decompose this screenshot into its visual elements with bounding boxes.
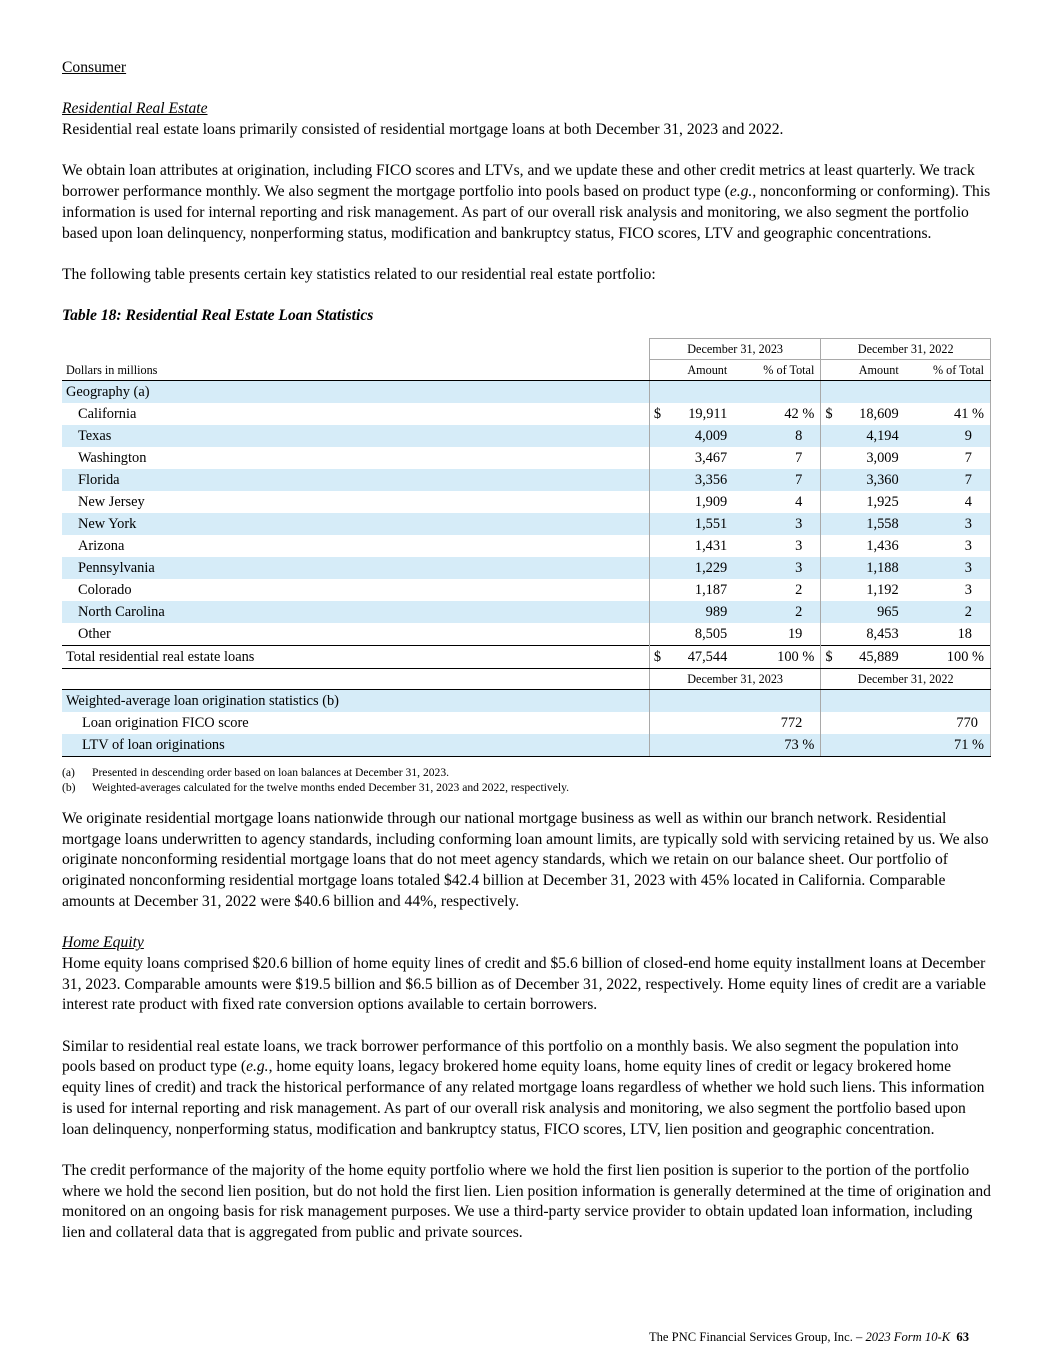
text-span-italic: e.g. — [246, 1058, 269, 1076]
table-row — [62, 623, 991, 646]
pct-2022 — [905, 623, 991, 646]
value: 45,889 — [859, 649, 899, 666]
value: 3 — [795, 560, 803, 577]
value: 8 — [795, 428, 803, 445]
state-name: Other — [78, 626, 111, 643]
value: 100 — [777, 649, 799, 666]
fico-row — [62, 712, 991, 734]
state-name: California — [78, 406, 137, 423]
pct-2022 — [905, 601, 991, 623]
fico-label: Loan origination FICO score — [82, 715, 249, 732]
table-date-header — [62, 339, 991, 360]
total-pct-2022 — [905, 646, 991, 669]
value: 47,544 — [687, 649, 728, 666]
section-heading: Consumer — [62, 59, 127, 76]
page-footer — [649, 1327, 969, 1348]
value: 8,505 — [694, 626, 728, 643]
wa-date-header — [62, 669, 991, 690]
home-equity-paragraph-1: Home equity loans comprised $20.6 billion of home equity lines of credit and $5.6 billion of closed-end home equity installment loans at December 31, 2023. Comparable amounts were $19.5 billion and $6.5 billion as of December 31, 2022, respectively. Home equity lines of credit are a variable interest rate product with fixed rate conversion options available to certain borrowers. — [62, 954, 986, 1014]
pct-2023 — [733, 403, 821, 425]
home-equity-paragraph-3: The credit performance of the majority of the home equity portfolio where we hold the first lien position is superior to the portion of the portfolio where we hold the second lien position, but do not hold the first lien. Lien position information is generally determined at the time of origination and monitored on an ongoing basis for risk management purposes. We use a third-party service provider to obtain updated loan information, including lien and collateral data that is aggregated from public and private sources. — [62, 1161, 991, 1242]
footnote-mark: (b) — [62, 781, 76, 795]
table-row — [62, 513, 991, 535]
value: 9 — [964, 428, 972, 445]
value: 1,192 — [866, 582, 899, 599]
text-span-italic: e.g. — [729, 183, 753, 201]
pct-2023 — [733, 469, 821, 491]
geography-label: Geography (a) — [62, 381, 649, 404]
value: 989 — [705, 604, 728, 621]
amount-2023 — [649, 491, 733, 513]
value: 7 — [964, 450, 972, 467]
fico-2023: 772 — [649, 712, 820, 734]
footnote-mark: (a) — [62, 766, 75, 780]
date-header-2023: December 31, 2023 — [649, 339, 820, 360]
value: 3 — [964, 516, 972, 533]
currency-symbol: $ — [653, 649, 662, 666]
amount-2022 — [821, 425, 905, 447]
value: 4,194 — [866, 428, 899, 445]
ltv-2023 — [649, 734, 820, 757]
wa-label-row — [62, 690, 991, 713]
amount-2023 — [649, 447, 733, 469]
table-row — [62, 557, 991, 579]
text-span: , nonconforming or conforming). This information is used for internal reporting and risk management. As part of our overall risk analysis and monitoring, we also segment the portfolio based upon loan delinquency, nonperforming status, modification and bankruptcy status, FICO scores, LTV and geographic concentrations. — [62, 183, 991, 242]
table-footnotes — [62, 765, 992, 795]
units-label: Dollars in millions — [62, 360, 649, 381]
page-number: 63 — [956, 1330, 969, 1344]
value: 18,609 — [859, 406, 899, 423]
home-equity-heading: Home Equity — [62, 934, 144, 952]
total-amount-2023 — [649, 646, 733, 669]
table-row — [62, 447, 991, 469]
document-page — [62, 58, 992, 1244]
pct-2022 — [905, 491, 991, 513]
pct-2023 — [733, 601, 821, 623]
value: 3 — [964, 560, 972, 577]
residential-paragraph-1: Residential real estate loans primarily consisted of residential mortgage loans at both December 31, 2023 and 2022. — [62, 121, 784, 139]
total-pct-2023 — [733, 646, 821, 669]
total-label: Total residential real estate loans — [62, 646, 649, 669]
table-row — [62, 601, 991, 623]
table-column-header — [62, 360, 991, 381]
residential-paragraph-2 — [62, 161, 992, 244]
value: 3,009 — [866, 450, 899, 467]
ltv-row — [62, 734, 991, 757]
value: 1,925 — [866, 494, 899, 511]
date-header-2022: December 31, 2022 — [821, 339, 991, 360]
state-name: New Jersey — [78, 494, 145, 511]
geography-row — [62, 381, 991, 404]
footnote-text: Presented in descending order based on loan balances at December 31, 2023. — [92, 766, 450, 780]
value: 1,431 — [694, 538, 728, 555]
value: 3,360 — [866, 472, 899, 489]
pct-symbol: % — [802, 649, 815, 666]
text-span: Similar to residential real estate loans, we track borrower performance of this portfolio on a monthly basis. We also segment the population into pools based on product type ( — [62, 1037, 959, 1076]
residential-paragraph-3: The following table presents certain key statistics related to our residential real estate portfolio: — [62, 265, 656, 283]
col-amount-2023: Amount — [649, 360, 733, 381]
table-row — [62, 535, 991, 557]
amount-2022 — [821, 579, 905, 601]
pct-2023 — [733, 579, 821, 601]
amount-2022 — [821, 469, 905, 491]
col-pct-2023: % of Total — [733, 360, 821, 381]
value: 4 — [795, 494, 803, 511]
value: 41 — [954, 406, 969, 423]
wa-label: Weighted-average loan origination statistics (b) — [62, 690, 649, 713]
pct-2022 — [905, 469, 991, 491]
value: 1,436 — [866, 538, 899, 555]
pct-symbol: % — [972, 649, 984, 666]
amount-2023 — [649, 601, 733, 623]
pct-2022 — [905, 557, 991, 579]
ltv-label: LTV of loan originations — [62, 734, 649, 757]
pct-2023 — [733, 535, 821, 557]
table-row — [62, 491, 991, 513]
state-name: Texas — [62, 425, 649, 447]
value: 18 — [957, 626, 972, 643]
pct-2022 — [905, 425, 991, 447]
geography-rows — [62, 403, 991, 646]
value: 4 — [964, 494, 972, 511]
ltv-2022 — [821, 734, 991, 757]
value: 1,909 — [694, 494, 728, 511]
value: 7 — [964, 472, 972, 489]
total-amount-2022 — [821, 646, 905, 669]
value: 1,229 — [694, 560, 728, 577]
value: 19 — [787, 626, 803, 643]
value: 7 — [795, 450, 803, 467]
amount-2022 — [821, 557, 905, 579]
value: 3 — [964, 582, 972, 599]
state-name: Washington — [78, 450, 147, 467]
wa-date-2023: December 31, 2023 — [649, 669, 820, 690]
footer-company: The PNC Financial Services Group, Inc. – — [648, 1330, 866, 1344]
amount-2022 — [821, 403, 905, 425]
total-row — [62, 646, 991, 669]
pct-2023 — [733, 425, 821, 447]
home-equity-paragraph-2 — [62, 1037, 992, 1141]
pct-symbol: % — [972, 737, 984, 754]
state-name: North Carolina — [62, 601, 649, 623]
value: 3 — [964, 538, 972, 555]
amount-2023 — [649, 425, 733, 447]
amount-2022 — [821, 535, 905, 557]
footnote-text: Weighted-averages calculated for the twelve months ended December 31, 2023 and 2022, respectively. — [92, 781, 570, 795]
pct-2022 — [905, 535, 991, 557]
pct-symbol: % — [802, 737, 815, 754]
value: 1,551 — [694, 516, 728, 533]
value: 71 — [954, 737, 969, 754]
pct-2022 — [905, 447, 991, 469]
value: 42 — [784, 406, 799, 423]
amount-2022 — [821, 623, 905, 646]
pct-2022 — [905, 403, 991, 425]
amount-2022 — [821, 491, 905, 513]
value: 73 — [784, 737, 799, 754]
value: 2 — [795, 582, 803, 599]
currency-symbol: $ — [653, 406, 662, 423]
value: 7 — [795, 472, 803, 489]
value: 100 — [946, 649, 969, 666]
amount-2023 — [649, 513, 733, 535]
value: 3 — [795, 516, 803, 533]
state-name: Arizona — [78, 538, 125, 555]
value: 965 — [877, 604, 899, 621]
currency-symbol: $ — [825, 649, 833, 666]
amount-2023 — [649, 403, 733, 425]
amount-2022 — [821, 601, 905, 623]
table-row — [62, 579, 991, 601]
footnote-b — [62, 780, 992, 795]
wa-date-2022: December 31, 2022 — [821, 669, 991, 690]
footnote-a — [62, 765, 992, 780]
value: 1,558 — [866, 516, 899, 533]
value: 3,467 — [694, 450, 728, 467]
pct-symbol: % — [972, 406, 984, 423]
amount-2022 — [821, 447, 905, 469]
value: 1,187 — [694, 582, 728, 599]
pct-2023 — [733, 513, 821, 535]
text-span: , home equity loans, legacy brokered home equity loans, home equity lines of credit or legacy brokered home equity lines of credit) and track the historical performance of any related mortgage loans regardless of whether we hold such liens. This information is used for internal reporting and risk management. As part of our overall risk analysis and monitoring, we also segment the portfolio based upon loan delinquency, nonperforming status, modification and bankruptcy status, FICO scores, LTV, lien position and geographic concentration. — [62, 1058, 985, 1138]
value: 2 — [795, 604, 803, 621]
value: 8,453 — [866, 626, 899, 643]
pct-symbol: % — [802, 406, 815, 423]
pct-2023 — [733, 491, 821, 513]
table-title: Table 18: Residential Real Estate Loan Statistics — [62, 307, 374, 325]
state-name: Pennsylvania — [62, 557, 649, 579]
fico-2022: 770 — [821, 712, 991, 734]
table-row — [62, 403, 991, 425]
value: 19,911 — [688, 406, 728, 423]
value: 1,188 — [866, 560, 899, 577]
table-row — [62, 469, 991, 491]
amount-2023 — [649, 535, 733, 557]
pct-2022 — [905, 579, 991, 601]
col-pct-2022: % of Total — [905, 360, 991, 381]
pct-2023 — [733, 557, 821, 579]
pct-2023 — [733, 623, 821, 646]
value: 3 — [795, 538, 803, 555]
value: 4,009 — [694, 428, 728, 445]
residential-heading: Residential Real Estate — [62, 100, 208, 118]
amount-2023 — [649, 579, 733, 601]
loan-statistics-table — [62, 338, 991, 757]
pct-2023 — [733, 447, 821, 469]
value: 3,356 — [694, 472, 728, 489]
col-amount-2022: Amount — [821, 360, 905, 381]
currency-symbol: $ — [825, 406, 833, 423]
amount-2022 — [821, 513, 905, 535]
table-row — [62, 425, 991, 447]
amount-2023 — [649, 469, 733, 491]
amount-2023 — [649, 623, 733, 646]
pct-2022 — [905, 513, 991, 535]
value: 2 — [964, 604, 972, 621]
footer-form: 2023 Form 10-K — [865, 1330, 951, 1344]
state-name: New York — [62, 513, 649, 535]
text-span: We obtain loan attributes at origination, including FICO scores and LTVs, and we update these and other credit metrics at least quarterly. We track borrower performance monthly. We also segment the mortgage portfolio into pools based on product type ( — [62, 162, 975, 201]
state-name: Florida — [62, 469, 649, 491]
amount-2023 — [649, 557, 733, 579]
state-name: Colorado — [78, 582, 132, 599]
after-table-paragraph: We originate residential mortgage loans nationwide through our national mortgage business as well as within our branch network. Residential mortgage loans underwritten to agency standards, including conforming loan amount limits, are typically sold with servicing retained by us. We also originate nonconforming residential mortgage loans that do not meet agency standards, which we retain on our balance sheet. Our portfolio of originated nonconforming residential mortgage loans totaled $42.4 billion at December 31, 2023 with 45% located in California. Comparable amounts at December 31, 2022 were $40.6 billion and 44%, respectively. — [62, 810, 989, 910]
